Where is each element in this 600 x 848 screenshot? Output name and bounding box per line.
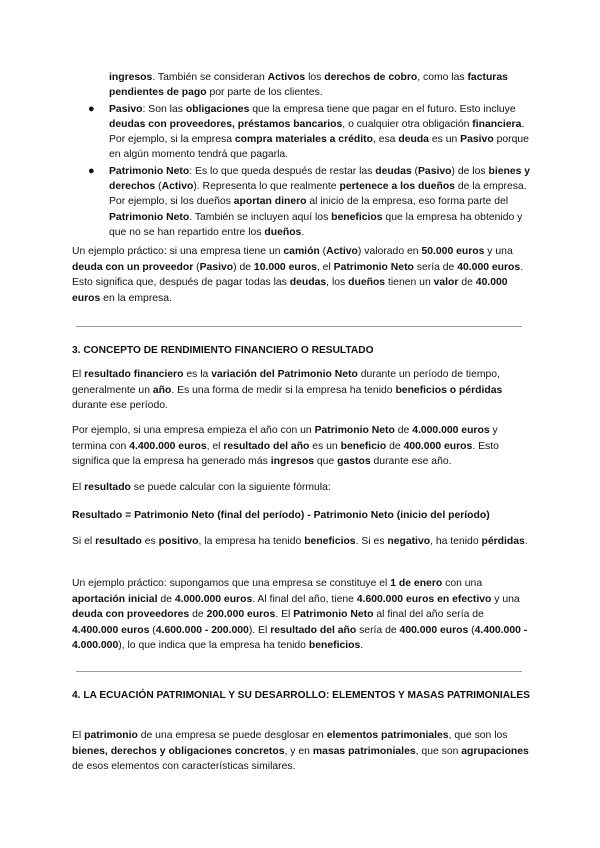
bold-text: Activo [161, 181, 194, 193]
bold-text: deuda con un proveedor [72, 261, 194, 273]
bold-text: 50.000 euros [421, 246, 485, 257]
bold-text: deudas [289, 277, 327, 288]
bold-text: 4.400.000 euros [72, 624, 150, 636]
bold-text: dueños [348, 277, 386, 288]
bullet-item: ● Pasivo: Son las obligaciones que la empresa tiene que pagar en el futuro. Esto incluye deudas con proveedores, préstamos bancarios, o cualquier otra obligación financiera. Por ejemplo, si la empresa compra materiales a crédito, esa deuda es un Pasivo porque en algún momento tendrá que pagarla. [88, 102, 529, 161]
bold-text: 400.000 euros [403, 440, 473, 452]
bold-text: pertenece a los dueños [339, 181, 455, 193]
bold-text: Pasivo [460, 134, 494, 146]
bold-text: Pasivo [109, 103, 143, 115]
bold-text: pérdidas [481, 536, 525, 547]
bullet-dot-icon: ● [88, 164, 95, 177]
bold-text: Resultado = Patrimonio Neto (final del período) - Patrimonio Neto (inicio del período) [72, 510, 490, 521]
bold-text: resultado financiero [84, 369, 184, 380]
bold-text: gastos [337, 456, 371, 467]
section-heading-4: 4. LA ECUACIÓN PATRIMONIAL Y SU DESARROLLO: ELEMENTOS Y MASAS PATRIMONIALES [72, 690, 530, 701]
bold-text: 40.000 euros [72, 277, 508, 304]
bold-text: positivo [158, 536, 199, 547]
section-heading-3: 3. CONCEPTO DE RENDIMIENTO FINANCIERO O RESULTADO [72, 345, 374, 356]
bold-text: resultado del año [223, 440, 310, 452]
bold-text: Patrimonio Neto [333, 261, 414, 273]
bold-text: bienes, derechos y obligaciones concretos [72, 745, 285, 757]
bullet-item: ingresos. También se consideran Activos los derechos de cobro, como las facturas pendientes de pago por parte de los clientes. [109, 72, 508, 99]
bold-text: agrupaciones [461, 745, 529, 757]
bold-text: obligaciones [185, 103, 250, 115]
bold-text: negativo [387, 536, 431, 547]
bold-text: beneficios [331, 211, 383, 223]
bold-text: 10.000 euros [253, 261, 317, 273]
bold-text: resultado del año [270, 624, 357, 636]
bold-text: año [152, 384, 172, 396]
bold-text: 1 de enero [390, 578, 443, 589]
bold-text: 400.000 euros [399, 624, 469, 636]
bold-text: derechos de cobro [324, 72, 418, 83]
bold-text: Patrimonio Neto [293, 609, 374, 620]
bold-text: Activos [267, 72, 306, 83]
paragraph-resultado-ejemplo: Por ejemplo, si una empresa empieza el año con un Patrimonio Neto de 4.000.000 euros y termina con 4.400.000 euros, el resultado del año es un beneficio de 400.000 euros. Esto significa que la empresa ha generado más ingresos que gastos durante ese año. [72, 425, 499, 467]
bold-text: beneficios [304, 536, 356, 547]
bold-text: Pasivo [199, 261, 234, 273]
bold-text: valor [433, 277, 459, 288]
bold-text: aportan dinero [233, 196, 307, 208]
bold-text: 4.400.000 euros [129, 440, 207, 452]
bold-text: Patrimonio Neto [109, 165, 190, 177]
bold-text: deuda [398, 134, 429, 146]
bold-text: dueños [264, 226, 302, 238]
bold-text: compra materiales a crédito [234, 134, 373, 146]
bold-text: facturas pendientes de pago [109, 72, 508, 99]
bullet-list [72, 70, 532, 241]
bold-text: beneficios [308, 640, 361, 651]
bold-text: aportación inicial [72, 593, 158, 605]
bold-text: variación del Patrimonio Neto [211, 369, 358, 380]
bold-text: elementos patrimoniales [326, 730, 449, 741]
bold-text: Patrimonio Neto [109, 211, 190, 223]
bold-text: 4.000.000 euros [412, 425, 490, 436]
bold-text: deudas con proveedores, préstamos bancarios [109, 118, 343, 130]
bold-text: ingresos [109, 72, 153, 83]
bold-text: deudas [375, 165, 412, 177]
bold-text: camión [283, 246, 320, 257]
bold-text: 40.000 euros [457, 261, 521, 273]
bold-text: 200.000 euros [206, 609, 276, 620]
bold-text: 4.400.000 - 4.000.000 [72, 624, 528, 651]
bold-text: financiera [472, 118, 522, 130]
bold-text: resultado [84, 482, 131, 493]
section-divider [76, 671, 522, 672]
paragraph-example-patrimonio: Un ejemplo práctico: si una empresa tiene un camión (Activo) valorado en 50.000 euros y una deuda con un proveedor (Pasivo) de 10.000 euros, el Patrimonio Neto sería de 40.000 euros. Esto significa que, después de pagar todas las deudas, los dueños tienen un valor de 40.000 euros en la empresa. [72, 246, 524, 304]
bold-text: resultado [95, 536, 142, 547]
bold-text: Patrimonio Neto [314, 425, 395, 436]
paragraph-resultado-definicion: El resultado financiero es la variación del Patrimonio Neto durante un período de tiempo, generalmente un año. Es una forma de medir si la empresa ha tenido beneficios o pérdidas durante ese período. [72, 369, 503, 411]
bold-text: bienes y derechos [109, 165, 531, 193]
bold-text: deuda con proveedores [72, 609, 190, 620]
formula-resultado [72, 508, 530, 524]
bullet-dot-icon: ● [88, 102, 95, 115]
section-divider [76, 326, 522, 327]
bullet-item: ● Patrimonio Neto: Es lo que queda después de restar las deudas (Pasivo) de los bienes y derechos (Activo). Representa lo que realmente pertenece a los dueños de la empresa. Por ejemplo, si los dueños aportan dinero al inicio de la empresa, eso forma parte del Patrimonio Neto. También se incluyen aquí los beneficios que la empresa ha obtenido y que no se han repartido entre los dueños. [88, 164, 531, 238]
paragraph-positivo-negativo: Si el resultado es positivo, la empresa ha tenido beneficios. Si es negativo, ha tenido pérdidas. [72, 536, 528, 547]
bold-text: beneficios o pérdidas [395, 384, 503, 396]
bold-text: Activo [326, 246, 358, 257]
paragraph-ejemplo-practico: Un ejemplo práctico: supongamos que una empresa se constituye el 1 de enero con una aportación inicial de 4.000.000 euros. Al final del año, tiene 4.600.000 euros en efectivo y una deuda con proveedores de 200.000 euros. El Patrimonio Neto al final del año sería de 4.400.000 euros (4.600.000 - 200.000). El resultado del año sería de 400.000 euros (4.400.000 - 4.000.000), lo que indica que la empresa ha tenido beneficios. [72, 578, 528, 651]
paragraph-formula-intro: El resultado se puede calcular con la siguiente fórmula: [72, 482, 331, 493]
bold-text: 4.600.000 euros en efectivo [356, 593, 492, 605]
bold-text: 4.000.000 euros [174, 593, 253, 605]
bold-text: ingresos [270, 456, 315, 467]
bold-text: beneficio [340, 440, 387, 452]
bold-text: 4.600.000 - 200.000 [155, 624, 249, 636]
bold-text: masas patrimoniales [312, 745, 416, 757]
bold-text: Pasivo [418, 165, 452, 177]
paragraph-patrimonio-desglose: El patrimonio de una empresa se puede desglosar en elementos patrimoniales, que son los bienes, derechos y obligaciones concretos, y en masas patrimoniales, que son agrupaciones de esos elementos con características similares. [72, 730, 529, 772]
bold-text: patrimonio [84, 730, 138, 741]
